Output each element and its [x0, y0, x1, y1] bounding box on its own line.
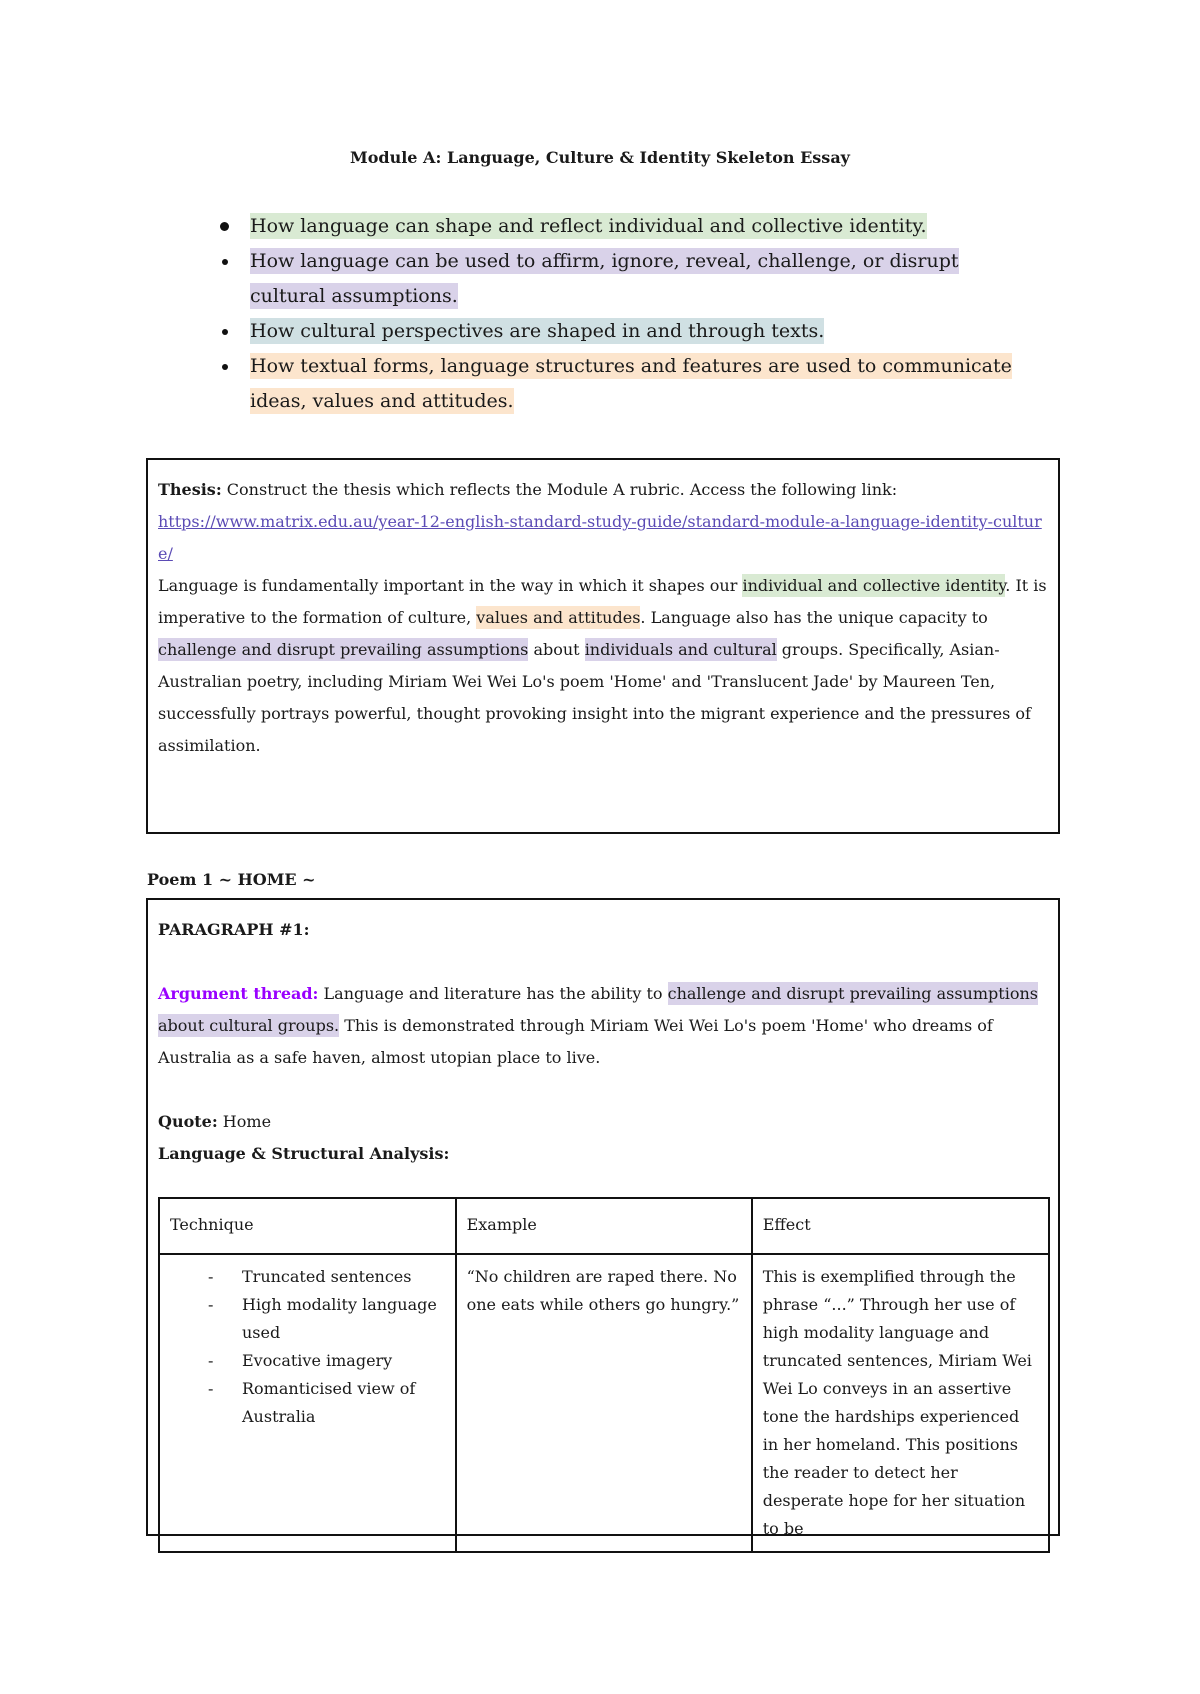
thesis-text: . Language also has the unique capacity to — [640, 608, 988, 627]
rubric-item — [216, 209, 1016, 244]
quote-line — [158, 1106, 1048, 1138]
thesis-highlight: individual and collective identity — [742, 576, 1006, 595]
analysis-label: Language & Structural Analysis: — [158, 1144, 450, 1163]
list-item: - Truncated sentences — [170, 1263, 445, 1291]
thesis-text: Language is fundamentally important in the way in which it shapes our — [158, 576, 743, 595]
thesis-highlight: individuals and cultural — [584, 640, 777, 659]
list-item: - High modality language used — [170, 1291, 445, 1347]
table-row — [159, 1254, 1049, 1552]
study-guide-link[interactable]: https://www.matrix.edu.au/year-12-english-standard-study-guide/standard-module-a-language-identity-culture/ — [158, 512, 1042, 563]
thesis-body — [158, 570, 1048, 762]
thesis-highlight: challenge and disrupt prevailing assumptions — [158, 640, 529, 659]
thesis-text: . It is imperative to the formation of culture, — [158, 576, 1047, 627]
thesis-label: Thesis: — [158, 480, 222, 499]
effect-cell: This is exemplified through the phrase “...” Through her use of high modality language and truncated sentences, Miriam Wei Wei Lo conveys in an assertive tone the hardships experienced in her homeland. This positions the reader to detect her desperate hope for her situation to be — [752, 1254, 1049, 1552]
quote-label: Quote: — [158, 1112, 218, 1131]
thesis-instruction-text: Construct the thesis which reflects the Module A rubric. Access the following link: — [221, 480, 898, 499]
paragraph-heading: PARAGRAPH #1: — [158, 920, 310, 939]
table-header-row — [159, 1198, 1049, 1254]
argument-highlight: challenge and disrupt prevailing assumptions about cultural groups. — [158, 984, 1038, 1035]
column-header: Technique — [159, 1198, 456, 1254]
bullet-icon — [222, 364, 228, 370]
rubric-item — [216, 314, 1016, 349]
list-item: - Evocative imagery — [170, 1347, 445, 1375]
rubric-item — [216, 244, 1016, 314]
argument-text: This is demonstrated through Miriam Wei Wei Lo's poem 'Home' who dreams of Australia as a safe haven, almost utopian place to live. — [158, 1016, 993, 1067]
rubric-item — [216, 349, 1016, 419]
thesis-text: about — [528, 640, 585, 659]
paragraph-box — [146, 898, 1060, 1536]
list-item: - Romanticised view of Australia — [170, 1375, 445, 1431]
bullet-icon — [222, 329, 228, 335]
argument-thread — [158, 978, 1048, 1074]
rubric-text: How cultural perspectives are shaped in and through texts. — [250, 320, 825, 342]
page-title: Module A: Language, Culture & Identity Skeleton Essay — [350, 148, 850, 167]
thesis-box — [146, 458, 1060, 834]
rubric-text: How language can shape and reflect individual and collective identity. — [250, 215, 927, 237]
rubric-text: How language can be used to affirm, ignore, reveal, challenge, or disrupt cultural assumptions. — [250, 250, 959, 307]
poem-heading: Poem 1 ~ HOME ~ — [147, 870, 316, 889]
quote-value: Home — [217, 1112, 272, 1131]
technique-list — [170, 1263, 445, 1431]
argument-text: Language and literature has the ability to — [318, 984, 668, 1003]
argument-label: Argument thread: — [158, 984, 319, 1003]
bullet-icon — [220, 222, 229, 231]
thesis-text: groups. Specifically, Asian-Australian poetry, including Miriam Wei Wei Lo's poem 'Home' and 'Translucent Jade' by Maureen Ten, successfully portrays powerful, thought provoking insight into the migrant experience and the pressures of assimilation. — [158, 640, 1031, 755]
technique-cell — [159, 1254, 456, 1552]
bullet-icon — [222, 259, 228, 265]
rubric-list — [216, 209, 1016, 419]
thesis-highlight: values and attitudes — [476, 608, 641, 627]
example-cell: “No children are raped there. No one eats while others go hungry.” — [456, 1254, 752, 1552]
analysis-table — [158, 1197, 1050, 1553]
column-header: Effect — [752, 1198, 1049, 1254]
column-header: Example — [456, 1198, 752, 1254]
thesis-instruction — [158, 474, 1048, 506]
rubric-text: How textual forms, language structures and features are used to communicate ideas, values and attitudes. — [250, 355, 1012, 412]
